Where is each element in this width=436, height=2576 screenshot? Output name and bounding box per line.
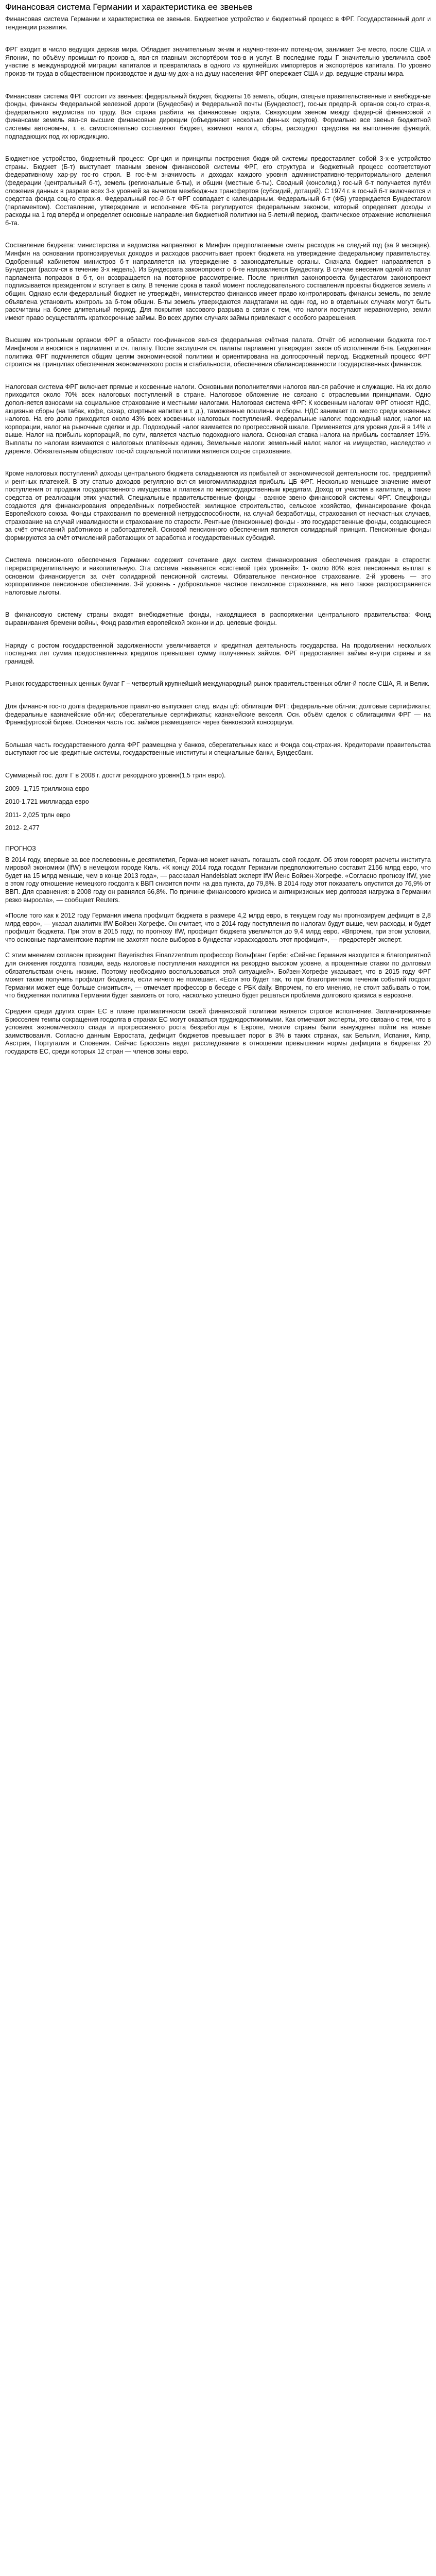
debt-item-2012: 2012- 2,477 — [5, 824, 40, 832]
debt-item-2011: 2011- 2,025 трлн евро — [5, 811, 71, 819]
forecast-paragraph-4: Средняя среди других стран ЕС в плане прагматичности своей финансовой политики является строгое исполнение. Запланированные Брюсселем темпы сокращения госдолга в странах ЕС могут оказаться труднодостижимыми. Как отмечают эксперты, это связано с тем, что в условиях экономического спада и прогрессивного роста безработицы в Европе, многие страны были вынуждены пойти на новые заимствования. Согласно данным Евростата, дефицит бюджетов превышает порог в 3% в таких странах, как Бельгия, Испания, Кипр, Австрия, Португалия и Словения. Сейчас Брюссель ведет расследование в отношении превышения нормы дефицита в бюджетах 20 государств ЕС, среди которых 12 стран — членов зоны евро. — [5, 1008, 431, 1055]
paragraph-taxes: Налоговая система ФРГ включает прямые и косвенные налоги. Основными пополнителями налогов явл-ся рабочие и служащие. На их долю приходится около 70% всех налоговых поступлений в стране. Налоговое обложение не связано с отраслевыми принципами. Одно дополняется взносами на социальное страхование и местными налогами. Налоговая система ФРГ: К косвенным налогам ФРГ относят НДС, акцизные сборы (на табак, кофе, сахар, спиртные напитки и т. д.), таможенные пошлины и сборы. НДС занимает гл. место среди косвенных налогов. На его долю приходится около 43% всех косвенных налоговых поступлений. Федеральные налоги: подоходный налог, налог на корпорации, налог на рыночные сделки и др. Подоходный налог взимается по прогрессивной шкале. Применяется для уровня дох-й в 14% и выше. Налог на прибыль корпораций, по сути, является частью подоходного налога. Основная ставка налога на прибыль составляет 15%. Выплаты по налогам взимаются с налоговых платёжных единиц. Земельные налоги: земельный налог, налог на имущество, наследство и дарение. Обязательным обществом гос-ой социальной политики является соц-ое страхование. — [5, 383, 431, 455]
article — [0, 0, 436, 1069]
paragraph-audit: Высшим контрольным органом ФРГ в области гос-финансов явл-ся федеральная счётная палата. Отчёт об исполнении бюджета гос-т Минфином и вносится в парламент и сч. палату. После заслуш-ия сч. палаты парламент утверждает закон об исполнении б-та. Бюджетная политика ФРГ подчиняется общим целям экономической политики и ориентирована на долгосрочный период. Бюджетный процесс ФРГ строится на принципах обеспечения экономического роста и стабильности, обеспечения сбалансированности государственных финансов. — [5, 336, 431, 368]
paragraph-credit: Наряду с ростом государственной задолженности увеличивается и кредитная деятельность государства. На продолжении нескольких последних лет сумма предоставленных кредитов превышает сумму полученных займов. ФРГ предоставляет займы внутри страны и за границей. — [5, 641, 431, 665]
paragraph-pensions: Система пенсионного обеспечения Германии содержит сочетание двух систем финансирования обеспечения граждан в старости: перераспределительную и накопительную. Эта система называется «системой трёх уровней»: 1- около 80% всех пенсионных выплат в основном финансируется за счёт солидарной пенсионной системы. Обязательное пенсионное страхование. 2-й уровень — это корпоративное пенсионное обеспечение. 3-й уровень - добровольное частное пенсионное страхование, на него также распространяется налоговые льготы. — [5, 556, 431, 596]
paragraph-debt-instruments: Для финанс-я гос-го долга федеральное правит-во выпускает след. виды цб: облигации ФРГ; федеральные обл-ии; долговые сертификаты; федеральные казначейские обл-ии; сберегательные сертификаты; казначейские векселя. Осн. объём сделок с облигациями ФРГ — на Франкфуртской бирже. Основная часть гос. займов размещается через банковский консорциум. — [5, 703, 431, 726]
paragraph-revenue-funds: Кроме налоговых поступлений доходы центрального бюджета складываются из прибылей от экономической деятельности гос. предприятий и рентных платежей. В эту статью доходов регулярно вкл-ся многомиллиардная прибыль ЦБ ФРГ. Несколько меньшее значение имеют поступления от продажи государственного имущества и платежи по межгосударственным кредитам. Доход от участия в капитале, а также средства от реализации этих участий. Специальные правительственные фонды - важное звено финансовой системы ФРГ. Спецфонды создаются для финансирования определённых потребностей: жилищное строительство, сельское хозяйство, финансирование фонда Европейского союза. Фонды страхования по временной нетрудоспособности, на случай безработицы, страхования от несчастных случаев, страхование на случай инвалидности и страхование по старости. Рентные (пенсионные) фонды - это государственные фонды, создающиеся за счёт отчислений работников и работодателей. Основой пенсионного обеспечения является солидарный принцип. Пенсионные фонды формируются за счёт отчислений работающих от заработка и государственных субсидий. — [5, 470, 431, 541]
forecast-paragraph-1: В 2014 году, впервые за все послевоенные десятилетия, Германия может начать погашать свой госдолг. Об этом говорят расчеты института мировой экономики (IfW) в немецком городе Киль. «К концу 2014 года госдолг Германии предположительно составит 2156 млрд евро, что будет на 15 млрд меньше, чем в конце 2013 года», — рассказал Handelsblatt эксперт IfW Йенс Бойзен-Хогрефе. «Согласно прогнозу IfW, уже в этом году отношение немецкого госдолга к ВВП снизится почти на два пункта, до 79,8%. В 2014 году этот показатель опустится до 76,9% от ВВП. Для сравнения: в 2008 году он равнялся 66,8%. По причине финансового кризиса и антикризисных мер долговая нагрузка в Германии резко выросла», — сообщает Reuters. — [5, 856, 431, 904]
debt-item-2010: 2010-1,721 миллиарда евро — [5, 798, 89, 806]
paragraph-extrabudget: В финансовую систему страны входят внебюджетные фонды, находящиеся в распоряжении центрального правительства: Фонд выравнивания бремени войны, Фонд развития европейской экон-ки и др. целевые фонды. — [5, 611, 431, 627]
paragraph-securities-market: Рынок государственных ценных бумаг Г – четвертый крупнейший международный рынок правительственных облиг-й после США, Я. и Велик. — [5, 680, 430, 688]
paragraph-budget-system: Бюджетное устройство, бюджетный процесс: Орг-ция и принципы построения бюдж-ой системы предоставляет собой 3-х-е устройство страны. Бюджет (Б-т) выступает главным звеном финансовой системы ФРГ, его структура и бюджетный процесс соответствуют федеративному хар-ру гос-го строя. В гос-ё-м значимость и доходах каждого уровня административно-территориального деления (федерации (центральный б-т), земель (региональные б-ты), и общин (местные б-ты). Сводный (консолид.) гос-ый б-т получается путём сложения данных в разрезе всех 3-х уровней за вычетом межбюдж-ых трансфертов (субсидий, дотаций). С 1974 г. в гос-ый б-т включаются и средства фонда соц-го страх-я. Федеральный гос-й б-т ФРГ совпадает с календарным. Федеральный б-т (ФБ) утверждается Бундестагом (парламентом). Составление, утверждение и исполнение ФБ-та регулируются федеральным законом, который определяет доходы и расходы на 1 год вперёд и определяет основные направления бюджетной политики на 5-летний период, фактическое отражение исполнения б-та. — [5, 155, 431, 227]
paragraph-intro: Финансовая система Германии и характеристика ее звеньев. Бюджетное устройство и бюджетный процесс в ФРГ. Государственный долг и тенденции развития. — [5, 15, 431, 31]
page-title: Финансовая система Германии и характеристика ее звеньев — [5, 2, 253, 12]
debt-item-2009: 2009- 1,715 триллиона евро — [5, 785, 90, 792]
forecast-paragraph-2: «После того как к 2012 году Германия имела профицит бюджета в размере 4,2 млрд евро, в текущем году мы прогнозируем дефицит в 2,8 млрд евро», — указал аналитик IfW Бойзен-Хогрефе. Он считает, что в 2014 году поступления по налогам будут выше, чем расходы, и будет профицит бюджета. При этом в 2015 году, по прогнозу IfW, профицит бюджета увеличится до 9,4 млрд евро. «Впрочем, при этом условии, что основные парламентские партии не захотят после выборов в бундестаг израсходовать этот профицит», — предостерёг эксперт. — [5, 912, 431, 943]
paragraph-budget-process: Составление бюджета: министерства и ведомства направляют в Минфин предполагаемые сметы расходов на след-ий год (за 9 месяцев). Минфин на основании прогнозируемых доходов и расходов рассчитывает проект бюджета на утверждение федеральному правительству. Одобренный кабинетом министров б-т направляется на утверждение в законодательные органы. Сначала бюджет направляется в Бундесрат (рассм-ся в течение 3-х недель). Из Бундесрата законопроект о б-те направляется Бундестагу. В случае внесения одной из палат парламента поправок в б-т, он возвращается на повторное рассмотрение. После принятия законопроекта бундестагом законопроект подписывается президентом и вступает в силу. В течение срока в такой момент последовательного составления проекты бюджетов земель и общин. Однако если федеральный бюджет не утверждён, министерство финансов имеет право контролировать финансы земель, по земле объявлена установить контроль за б-том общин. Б-ты земель утверждаются ландтагами на один год, но в отдельных случаях могут быть рассчитаны на более длительный период. Для покрытия кассового разрыва в связи с тем, что налоги поступают неравномерно, земли имеют право осуществлять краткосрочные займы. Во всех других случаях займы привлекают с особого разрешения. — [5, 242, 431, 321]
debt-intro: Суммарный гос. долг Г в 2008 г. достиг рекордного уровня(1,5 трлн евро). — [5, 771, 226, 779]
forecast-heading: ПРОГНОЗ — [5, 844, 36, 852]
paragraph-structure: Финансовая система ФРГ состоит из звеньев: федеральный бюджет, бюджеты 16 земель, общин, спец-ые правительственные и внебюдж-ые фонды, финансы Федеральной железной дороги (Бундесбан) и Федеральной почты (Бундеспост), гос-ых предпр-й, органов соц-го страх-я, федерального ведомства по труду. Вся страна разбита на финансовые округа. Связующим звеном между федер-ой финансовой и финансами земель явл-ся высшие финансовые дирекции (объединяют несколько фин-ых округов). Формально все звенья бюджетной системы автономны, т. е. самостоятельно составляют бюджет, взимают налоги, сборы, расходуют средства на выполнение функций, подпадающих под их юрисдикцию. — [5, 92, 431, 140]
paragraph-overview: ФРГ входит в число ведущих держав мира. Обладает значительным эк-им и научно-техн-им потенц-ом, занимает 3-е место, после США и Японии, по объёму промышл-го произв-а, явл-ся главным экспортёром тов-в и услуг. В последние годы Г значительно увеличила своё участие в международной миграции капиталов и превратилась в одного из крупнейших импортёров и экспортёров капитала. По уровню произв-ти труда в общественном производстве и душ-му дох-а на душу населения ФРГ опережает США и др. ведущие страны мира. — [5, 46, 431, 77]
paragraph-creditors: Большая часть государственного долга ФРГ размещена у банков, сберегательных касс и Фонда соц-страх-ия. Кредиторами правительства выступают гос-ые кредитные системы, государственные институты и специальные банки, Бундесбанк. — [5, 741, 431, 757]
forecast-paragraph-3: С этим мнением согласен президент Bayerisches Finanzzentrum профессор Вольфганг Гербе: «Сейчас Германия находится в благоприятной для снижения госдолга позиции, ведь налоговые поступления находятся на рекордно высоком уровне, а процентные ставки по долговым обязательствам очень низкие. Поэтому необходимо воспользоваться этой ситуацией». Бойзен-Хогрефе указывает, что в 2015 году ФРГ может также получить профицит бюджета, если ничего не помешает. «Если это будет так, то при благоприятном течении событий госдолг Германии может еще больше снизиться», — отмечает профессор в беседе с РБК daily. Впрочем, по его мнению, не стоит забывать о том, что бюджетная политика Германии будет зависеть от того, насколько успешно будет решаться проблема долгового кризиса в еврозоне. — [5, 952, 431, 999]
